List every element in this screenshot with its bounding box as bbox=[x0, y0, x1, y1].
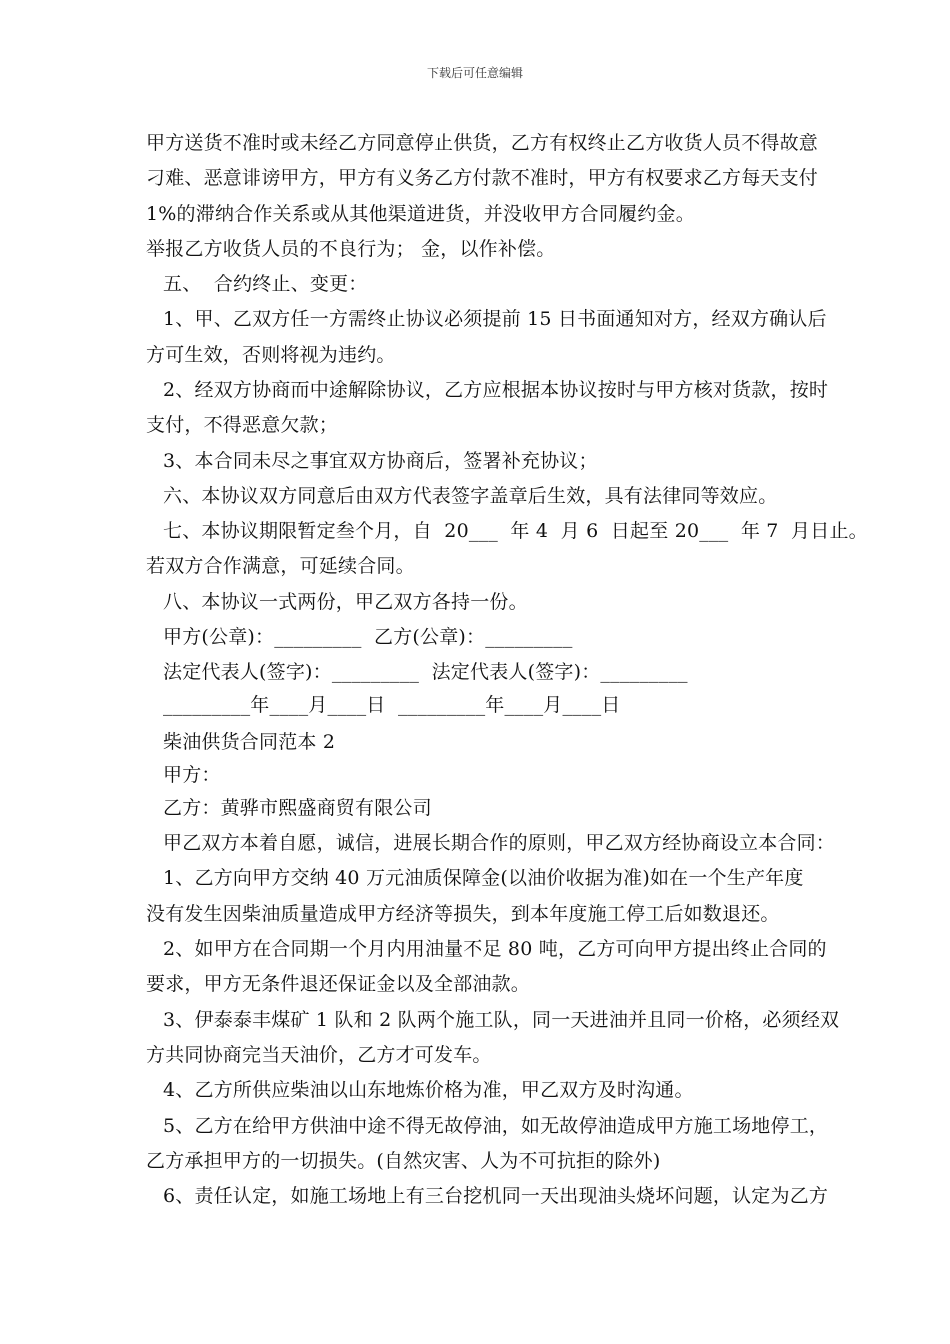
text-line: 2、经双方协商而中途解除协议，乙方应根据本协议按时与甲方核对货款，按时 bbox=[163, 379, 829, 401]
text-line: 4、乙方所供应柴油以山东地炼价格为准，甲乙双方及时沟通。 bbox=[163, 1079, 694, 1101]
text-line: 举报乙方收货人员的不良行为； 金，以作补偿。 bbox=[146, 238, 556, 260]
text-line: 6、责任认定，如施工场地上有三台挖机同一天出现油头烧坏问题，认定为乙方 bbox=[163, 1185, 829, 1207]
text-line: 2、如甲方在合同期一个月内用油量不足 80 吨，乙方可向甲方提出终止合同的 bbox=[163, 938, 827, 960]
text-line: 甲方送货不准时或未经乙方同意停止供货，乙方有权终止乙方收货人员不得故意 bbox=[146, 132, 819, 154]
text-line: 七、本协议期限暂定叁个月，自 20___ 年 4 月 6 日起至 20___ 年 7 月日止。 bbox=[163, 520, 868, 542]
text-line: 1、甲、乙双方任一方需终止协议必须提前 15 日书面通知对方，经双方确认后 bbox=[163, 308, 827, 330]
text-line: 要求，甲方无条件退还保证金以及全部油款。 bbox=[146, 973, 531, 995]
signature-rep-line: 法定代表人(签字)：_________ 法定代表人(签字)：_________ bbox=[163, 661, 688, 683]
text-line: 若双方合作满意，可延续合同。 bbox=[146, 555, 415, 577]
text-line: 1、乙方向甲方交纳 40 万元油质保障金(以油价收据为准)如在一个生产年度 bbox=[163, 867, 804, 889]
text-line: 八、本协议一式两份，甲乙双方各持一份。 bbox=[163, 591, 528, 613]
text-line: 1%的滞纳合作关系或从其他渠道进货，并没收甲方合同履约金。 bbox=[146, 203, 695, 225]
text-line: 乙方承担甲方的一切损失。(自然灾害、人为不可抗拒的除外) bbox=[146, 1150, 661, 1172]
contract-title: 柴油供货合同范本 2 bbox=[163, 731, 336, 753]
text-line: 六、本协议双方同意后由双方代表签字盖章后生效，具有法律同等效应。 bbox=[163, 485, 778, 507]
signature-seal-line: 甲方(公章)：_________ 乙方(公章)：_________ bbox=[163, 626, 573, 648]
text-line: 支付，不得恶意欠款； bbox=[146, 414, 339, 436]
text-line: 方可生效，否则将视为违约。 bbox=[146, 344, 396, 366]
text-line: 方共同协商完当天油价，乙方才可发车。 bbox=[146, 1044, 492, 1066]
text-line: 5、乙方在给甲方供油中途不得无故停油，如无故停油造成甲方施工场地停工， bbox=[163, 1115, 829, 1137]
text-line: 刁难、恶意诽谤甲方，甲方有义务乙方付款不准时，甲方有权要求乙方每天支付 bbox=[146, 167, 819, 189]
text-line: 甲乙双方本着自愿，诚信，进展长期合作的原则，甲乙双方经协商设立本合同： bbox=[163, 832, 836, 854]
text-line: 没有发生因柴油质量造成甲方经济等损失，到本年度施工停工后如数退还。 bbox=[146, 903, 780, 925]
text-line: 3、伊泰泰丰煤矿 1 队和 2 队两个施工队，同一天进油并且同一价格，必须经双 bbox=[163, 1009, 840, 1031]
section-heading: 五、 合约终止、变更： bbox=[163, 273, 368, 295]
text-line: 3、本合同未尽之事宜双方协商后，签署补充协议； bbox=[163, 450, 598, 472]
signature-date-line: _________年____月____日 _________年____月____日 bbox=[163, 694, 621, 716]
party-a: 甲方： bbox=[163, 764, 221, 786]
page-header: 下载后可任意编辑 bbox=[426, 66, 523, 80]
party-b: 乙方：黄骅市熙盛商贸有限公司 bbox=[163, 797, 432, 819]
